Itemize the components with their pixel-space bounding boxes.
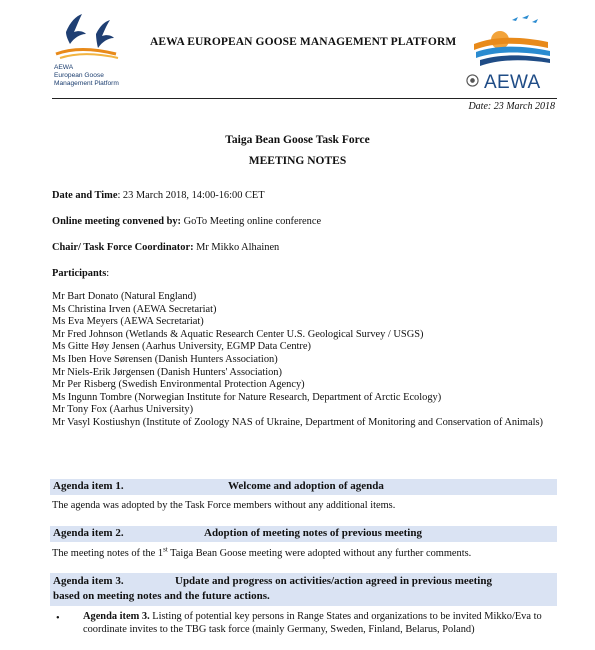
date-time-value: : 23 March 2018, 14:00-16:00 CET [117,190,265,201]
agenda-item-1-heading [50,479,557,495]
participants-heading [52,268,109,279]
chair-line [52,242,279,253]
participant: Mr Fred Johnson (Wetlands & Aquatic Research Center U.S. Geological Survey / USGS) [52,328,424,340]
agenda-item-1-text: The agenda was adopted by the Task Force members without any additional items. [52,500,396,511]
agenda-item-2-text-before: The meeting notes of the 1 [52,548,164,559]
participant: Ms Eva Meyers (AEWA Secretariat) [52,316,204,328]
chair-label: Chair/ Task Force Coordinator: [52,242,194,253]
agenda-item-3-title-line1: Update and progress on activities/action agreed in previous meeting [175,575,492,587]
participant: Mr Per Risberg (Swedish Environmental Protection Agency) [52,379,305,391]
task-force-title: Taiga Bean Goose Task Force [225,134,370,146]
agenda-item-1-number: Agenda item 1. [53,480,124,492]
platform-title: AEWA EUROPEAN GOOSE MANAGEMENT PLATFORM [150,36,457,48]
egmp-logo-caption: AEWA European Goose Management Platform [54,64,119,87]
agenda-item-2-title: Adoption of meeting notes of previous meeting [204,527,422,539]
date-time-line [52,190,265,201]
agenda-item-3-title-line2: based on meeting notes and the future actions. [53,590,270,602]
participants-list [52,291,562,430]
agenda-item-3-number: Agenda item 3. [53,575,124,587]
participant: Ms Ingunn Tombre (Norwegian Institute for Nature Research, Department of Arctic Ecology) [52,391,442,403]
online-meeting-label: Online meeting convened by: [52,216,182,227]
participant: Ms Iben Hove Sørensen (Danish Hunters Association) [52,353,278,365]
participant: Mr Tony Fox (Aarhus University) [52,404,194,416]
date-time-label: Date and Time [52,190,118,201]
chair-value: Mr Mikko Alhainen [193,242,280,253]
agenda-item-2-text-after: Taiga Bean Goose meeting were adopted without any further comments. [167,548,472,559]
participant: Ms Christina Irven (AEWA Secretariat) [52,303,217,315]
participants-label: Participants [52,268,107,279]
online-meeting-line [52,216,321,227]
agenda-item-3-bullet-label: Agenda item 3. [83,611,150,622]
egmp-logo [52,10,137,90]
un-emblem-icon [466,74,479,87]
participant: Mr Niels-Erik Jørgensen (Danish Hunters' Association) [52,366,282,378]
aewa-logo [464,14,556,96]
document-date: Date: 23 March 2018 [468,101,555,112]
bullet-icon: • [56,613,60,624]
agenda-item-2-number: Agenda item 2. [53,527,124,539]
agenda-item-3-heading [50,573,557,606]
participant: Ms Gitte Høy Jensen (Aarhus University, EGMP Data Centre) [52,341,311,353]
agenda-item-3-bullet [83,611,563,636]
agenda-item-2-text [52,545,472,559]
agenda-item-2-text-sup: st [163,545,168,554]
participants-colon: : [106,268,110,279]
agenda-item-3-bullet-text: Listing of potential key persons in Range States and organizations to be invited Mikko/Eva to coordinate invites to the TBG task force (mainly Germany, Sweden, Finland, Belarus, Poland) [83,611,542,635]
online-meeting-value: GoTo Meeting online conference [181,216,322,227]
header-rule [52,98,557,99]
meeting-notes-title: MEETING NOTES [248,155,347,167]
geese-logo-icon [52,10,132,62]
aewa-logo-text: AEWA [484,72,541,93]
agenda-item-1-title: Welcome and adoption of agenda [228,480,384,492]
participant: Mr Bart Donato (Natural England) [52,291,197,302]
agenda-item-2-heading [50,526,557,542]
aewa-waves-icon [464,14,556,72]
participant: Mr Vasyl Kostiushyn (Institute of Zoology NAS of Ukraine, Department of Monitoring and Conservation of Animals) [52,416,543,428]
